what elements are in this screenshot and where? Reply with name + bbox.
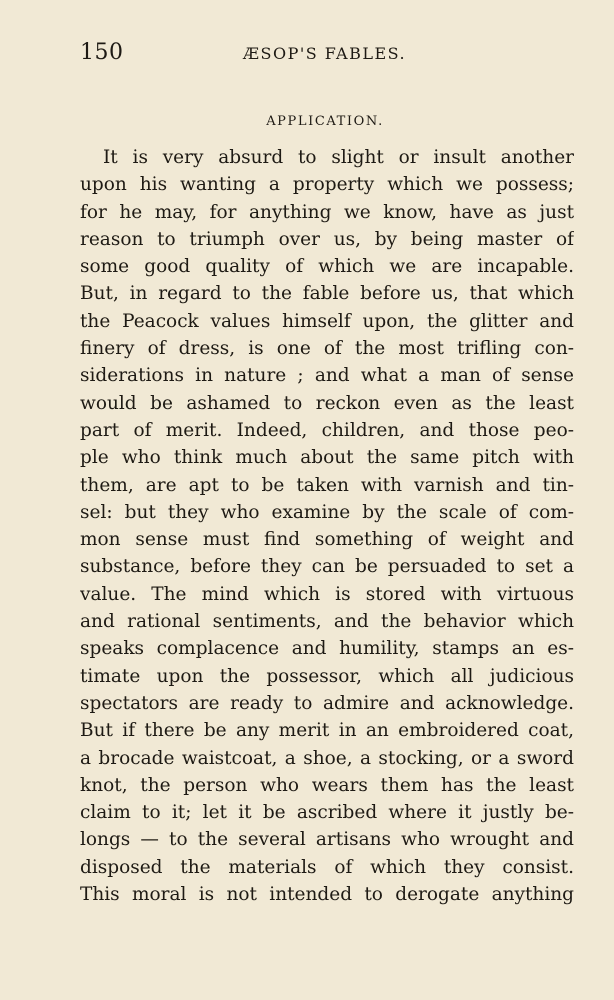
text-line: ple who think much about the same pitch with (80, 447, 574, 469)
text-line: disposed the materials of which they consist. (80, 856, 574, 878)
text-line: part of merit. Indeed, children, and those peo- (80, 419, 574, 441)
page-number: 150 (80, 40, 124, 65)
text-line: value. The mind which is stored with virtuous (80, 583, 574, 605)
text-line: It is very absurd to slight or insult another (103, 147, 574, 168)
text-line: a brocade waistcoat, a shoe, a stocking, or a sword (80, 747, 574, 769)
text-line: and rational sentiments, and the behavior which (80, 611, 574, 633)
text-line: But, in regard to the fable before us, that which (80, 283, 574, 305)
text-line: speaks complacence and humility, stamps an es- (80, 638, 574, 660)
text-line: But if there be any merit in an embroidered coat, (80, 720, 574, 742)
text-line: This moral is not intended to derogate anything (80, 884, 574, 906)
text-line: upon his wanting a property which we possess; (80, 174, 574, 196)
text-line: would be ashamed to reckon even as the least (80, 392, 574, 414)
text-line: sel: but they who examine by the scale of com- (80, 501, 574, 523)
text-line: some good quality of which we are incapable. (80, 256, 574, 278)
text-line: substance, before they can be persuaded to set a (80, 556, 574, 578)
text-line: knot, the person who wears them has the least (80, 774, 574, 796)
text-line: longs — to the several artisans who wrought and (80, 829, 574, 851)
text-line: timate upon the possessor, which all judicious (80, 665, 574, 687)
text-line: mon sense must find something of weight and (80, 529, 574, 551)
text-line: spectators are ready to admire and acknowledge. (80, 692, 574, 714)
text-line: them, are apt to be taken with varnish and tin- (80, 474, 574, 496)
text-line: siderations in nature ; and what a man of sense (80, 365, 574, 387)
section-heading: APPLICATION. (266, 114, 384, 129)
page-header (80, 40, 574, 70)
text-line: the Peacock values himself upon, the glitter and (80, 310, 574, 332)
text-line: reason to triumph over us, by being master of (80, 228, 574, 250)
body-text (80, 144, 574, 908)
text-line: for he may, for anything we know, have as just (80, 201, 574, 223)
running-title: ÆSOP'S FABLES. (243, 44, 407, 63)
text-line: claim to it; let it be ascribed where it justly be- (80, 802, 574, 824)
text-line: finery of dress, is one of the most trifling con- (80, 338, 574, 360)
